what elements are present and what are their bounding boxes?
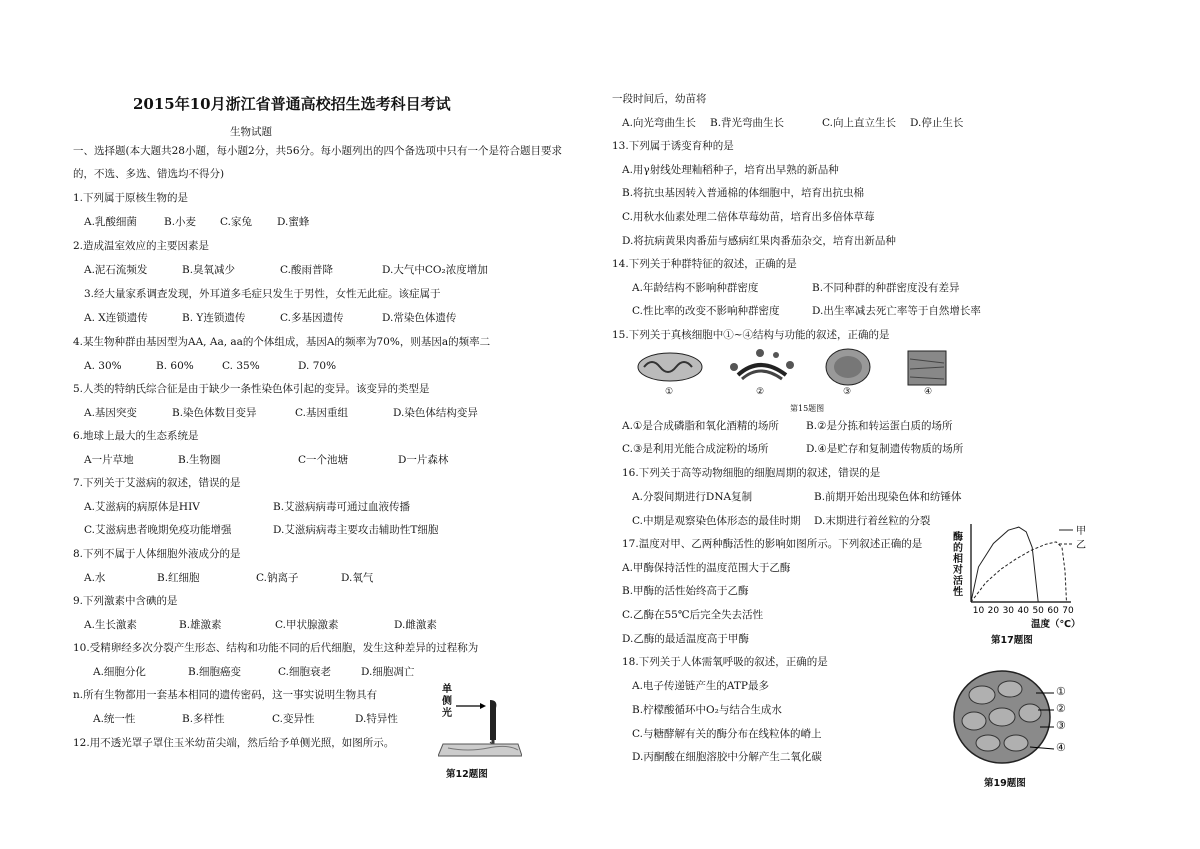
option: B.生物圈 — [178, 454, 221, 466]
option: D.④是贮存和复制遗传物质的场所 — [806, 443, 964, 455]
question-17: 17.温度对甲、乙两种酶活性的影响如图所示。下列叙述正确的是 — [622, 538, 923, 550]
option: C.钠离子 — [256, 572, 299, 584]
option: B.甲酶的活性始终高于乙酶 — [622, 585, 749, 597]
option: C.性比率的改变不影响种群密度 — [632, 305, 780, 317]
option: D.氧气 — [341, 572, 374, 584]
option: D.常染色体遗传 — [382, 312, 457, 324]
option: C.艾滋病患者晚期免疫功能增强 — [84, 524, 232, 536]
option: C.多基因遗传 — [280, 312, 344, 324]
option: A.基因突变 — [84, 407, 137, 419]
option: D.乙酶的最适温度高于甲酶 — [622, 633, 749, 645]
option: D.蜜蜂 — [277, 216, 310, 228]
option: D.艾滋病病毒主要攻击辅助性T细胞 — [273, 524, 439, 536]
figure-19-label-4: ④ — [1056, 741, 1066, 754]
option: C.与糖酵解有关的酶分布在线粒体的嵴上 — [632, 728, 822, 740]
option: D.细胞凋亡 — [361, 666, 415, 678]
question-7: 7.下列关于艾滋病的叙述，错误的是 — [73, 477, 241, 489]
organelle-illustrations — [630, 345, 970, 395]
option: A.分裂间期进行DNA复制 — [632, 491, 753, 503]
figure-12-label: 单侧光 — [442, 684, 452, 719]
option: C. 35% — [222, 360, 260, 372]
option: B.柠檬酸循环中O₂与结合生成水 — [632, 704, 782, 716]
question-16: 16.下列关于高等动物细胞的细胞周期的叙述，错误的是 — [622, 467, 881, 479]
figure-15-label-3: ③ — [843, 387, 852, 397]
option: C.乙酶在55℃后完全失去活性 — [622, 609, 764, 621]
option: B.臭氧减少 — [182, 264, 236, 276]
figure-15-label-4: ④ — [924, 387, 933, 397]
option: A一片草地 — [84, 454, 134, 466]
option: A.水 — [84, 572, 106, 584]
option: A. 30% — [84, 360, 122, 372]
chart-series-line-2 — [971, 542, 1067, 602]
chart-x-tick-label: 30 — [1002, 606, 1015, 616]
question-14: 14.下列关于种群特征的叙述，正确的是 — [612, 258, 797, 270]
question-6: 6.地球上最大的生态系统是 — [73, 430, 199, 442]
option: D.出生率减去死亡率等于自然增长率 — [812, 305, 981, 317]
option: D. 70% — [298, 360, 337, 372]
chart-x-tick-label: 70 — [1062, 606, 1074, 616]
figure-15-caption: 第15题图 — [790, 404, 825, 413]
question-5: 5.人类的特纳氏综合征是由于缺少一条性染色体引起的变异。该变异的类型是 — [73, 383, 430, 395]
question-13: 13.下列属于诱变育种的是 — [612, 140, 734, 152]
option: C.中期是观察染色体形态的最佳时期 — [632, 515, 801, 527]
figure-17-caption: 第17题图 — [991, 635, 1033, 646]
question-15: 15.下列关于真核细胞中①~④结构与功能的叙述，正确的是 — [612, 329, 890, 341]
chart-x-tick-label: 20 — [987, 606, 1000, 616]
question-3: 3.经大量家系调查发现，外耳道多毛症只发生于男性，女性无此症。该症属于 — [84, 288, 441, 300]
option: B.背光弯曲生长 — [710, 117, 785, 129]
option: B.雄激素 — [179, 619, 222, 631]
option: B. 60% — [156, 360, 194, 372]
option: D.将抗病黄果肉番茄与感病红果肉番茄杂交，培育出新品种 — [622, 235, 896, 247]
question-4: 4.某生物种群由基因型为AA, Aa, aa的个体组成，基因A的频率为70%，则基因a的频率二 — [73, 336, 491, 348]
option: C一个池塘 — [298, 454, 349, 466]
question-18: 18.下列关于人体需氧呼吸的叙述，正确的是 — [622, 656, 828, 668]
question-9: 9.下列激素中含碘的是 — [73, 595, 178, 607]
exam-title: 2015年10月浙江省普通高校招生选考科目考试 — [133, 95, 451, 113]
option: B.染色体数目变异 — [172, 407, 257, 419]
option: B.小麦 — [164, 216, 197, 228]
figure-12-caption: 第12题图 — [446, 769, 488, 780]
question-1: 1.下列属于原核生物的是 — [73, 192, 189, 204]
question-12-cont: 一段时间后，幼苗将 — [612, 93, 707, 105]
question-11: n.所有生物都用一套基本相同的遗传密码，这一事实说明生物具有 — [73, 689, 378, 701]
option: D.特异性 — [355, 713, 398, 725]
option: D.丙酮酸在细胞溶胶中分解产生二氧化碳 — [632, 751, 822, 763]
option: B.红细胞 — [157, 572, 200, 584]
figure-19 — [950, 665, 1080, 790]
option: A. X连锁遗传 — [84, 312, 148, 324]
option: A.细胞分化 — [93, 666, 146, 678]
question-8: 8.下列不属于人体细胞外液成分的是 — [73, 548, 241, 560]
option: B.多样性 — [182, 713, 225, 725]
figure-15-label-2: ② — [756, 387, 765, 397]
question-12: 12.用不透光罩子罩住玉米幼苗尖端，然后给予单侧光照，如图所示。 — [73, 737, 395, 749]
option: D.雌激素 — [394, 619, 437, 631]
option: A.乳酸细菌 — [84, 216, 137, 228]
question-10: 10.受精卵经多次分裂产生形态、结构和功能不同的后代细胞，发生这种差异的过程称为 — [73, 642, 479, 654]
option: A.年龄结构不影响种群密度 — [632, 282, 759, 294]
option: C.细胞衰老 — [278, 666, 331, 678]
chart-legend-label: 甲 — [1076, 526, 1086, 537]
chart-x-tick-label: 50 — [1032, 606, 1044, 616]
option: A.统一性 — [93, 713, 136, 725]
option: A.生长激素 — [84, 619, 137, 631]
option: C.家兔 — [220, 216, 252, 228]
option: C.变异性 — [272, 713, 315, 725]
chart-series-line-1 — [971, 527, 1038, 602]
option: C.③是利用光能合成淀粉的场所 — [622, 443, 769, 455]
enzyme-activity-chart — [953, 518, 1093, 618]
option: B.前期开始出现染色体和纺锤体 — [814, 491, 962, 503]
figure-19-label-2: ② — [1056, 702, 1066, 715]
figure-12 — [438, 682, 522, 782]
option: C.向上直立生长 — [822, 117, 896, 129]
option: B.不同种群的种群密度没有差异 — [812, 282, 960, 294]
option: C.酸雨普降 — [280, 264, 333, 276]
option: D.大气中CO₂浓度增加 — [382, 264, 488, 276]
chart-legend-label: 乙 — [1076, 540, 1086, 551]
figure-19-label-3: ③ — [1056, 719, 1066, 732]
question-2: 2.造成温室效应的主要因素是 — [73, 240, 210, 252]
option: A.①是合成磷脂和氧化酒精的场所 — [622, 420, 779, 432]
seedling-illustration — [438, 682, 522, 762]
chart-x-tick-label: 40 — [1017, 606, 1029, 616]
chart-x-tick-label: 60 — [1047, 606, 1059, 616]
chart-x-tick-label: 10 — [972, 606, 985, 616]
option: B.艾滋病病毒可通过血液传播 — [273, 501, 411, 513]
chart-xlabel: 温度（℃） — [1031, 619, 1081, 630]
option: C.用秋水仙素处理二倍体草莓幼苗，培育出多倍体草莓 — [622, 211, 875, 223]
option: A.甲酶保持活性的温度范围大于乙酶 — [622, 562, 791, 574]
exam-subtitle: 生物试题 — [230, 126, 272, 138]
option: A.艾滋病的病原体是HIV — [84, 501, 200, 513]
option: D一片森林 — [398, 454, 449, 466]
section-intro-cont: 的，不选、多选、错选均不得分) — [73, 168, 225, 180]
option: B.细胞癌变 — [188, 666, 242, 678]
option: D.停止生长 — [910, 117, 964, 129]
figure-15-label-1: ① — [665, 387, 674, 397]
figure-19-caption: 第19题图 — [984, 778, 1026, 789]
cell-tissue-illustration — [950, 665, 1080, 770]
option: B.将抗虫基因转入普通棉的体细胞中，培育出抗虫棉 — [622, 187, 865, 199]
option: B.②是分拣和转运蛋白质的场所 — [806, 420, 953, 432]
option: A.泥石流频发 — [84, 264, 148, 276]
option: D.染色体结构变异 — [393, 407, 478, 419]
figure-17 — [953, 518, 1093, 648]
option: B. Y连锁遗传 — [182, 312, 246, 324]
option: D.末期进行着丝粒的分裂 — [814, 515, 931, 527]
option: C.甲状腺激素 — [275, 619, 339, 631]
option: A.向光弯曲生长 — [622, 117, 696, 129]
figure-19-label-1: ① — [1056, 685, 1066, 698]
section-intro: 一、选择题(本大题共28小题，每小题2分，共56分。每小题列出的四个备选项中只有一个是符合题目要求 — [73, 145, 562, 157]
chart-ylabel: 酶的相对活性 — [953, 532, 963, 598]
option: A.用γ射线处理籼稻种子，培育出早熟的新品种 — [622, 164, 839, 176]
option: C.基因重组 — [295, 407, 348, 419]
option: A.电子传递链产生的ATP最多 — [632, 680, 769, 692]
figure-15 — [630, 345, 970, 415]
